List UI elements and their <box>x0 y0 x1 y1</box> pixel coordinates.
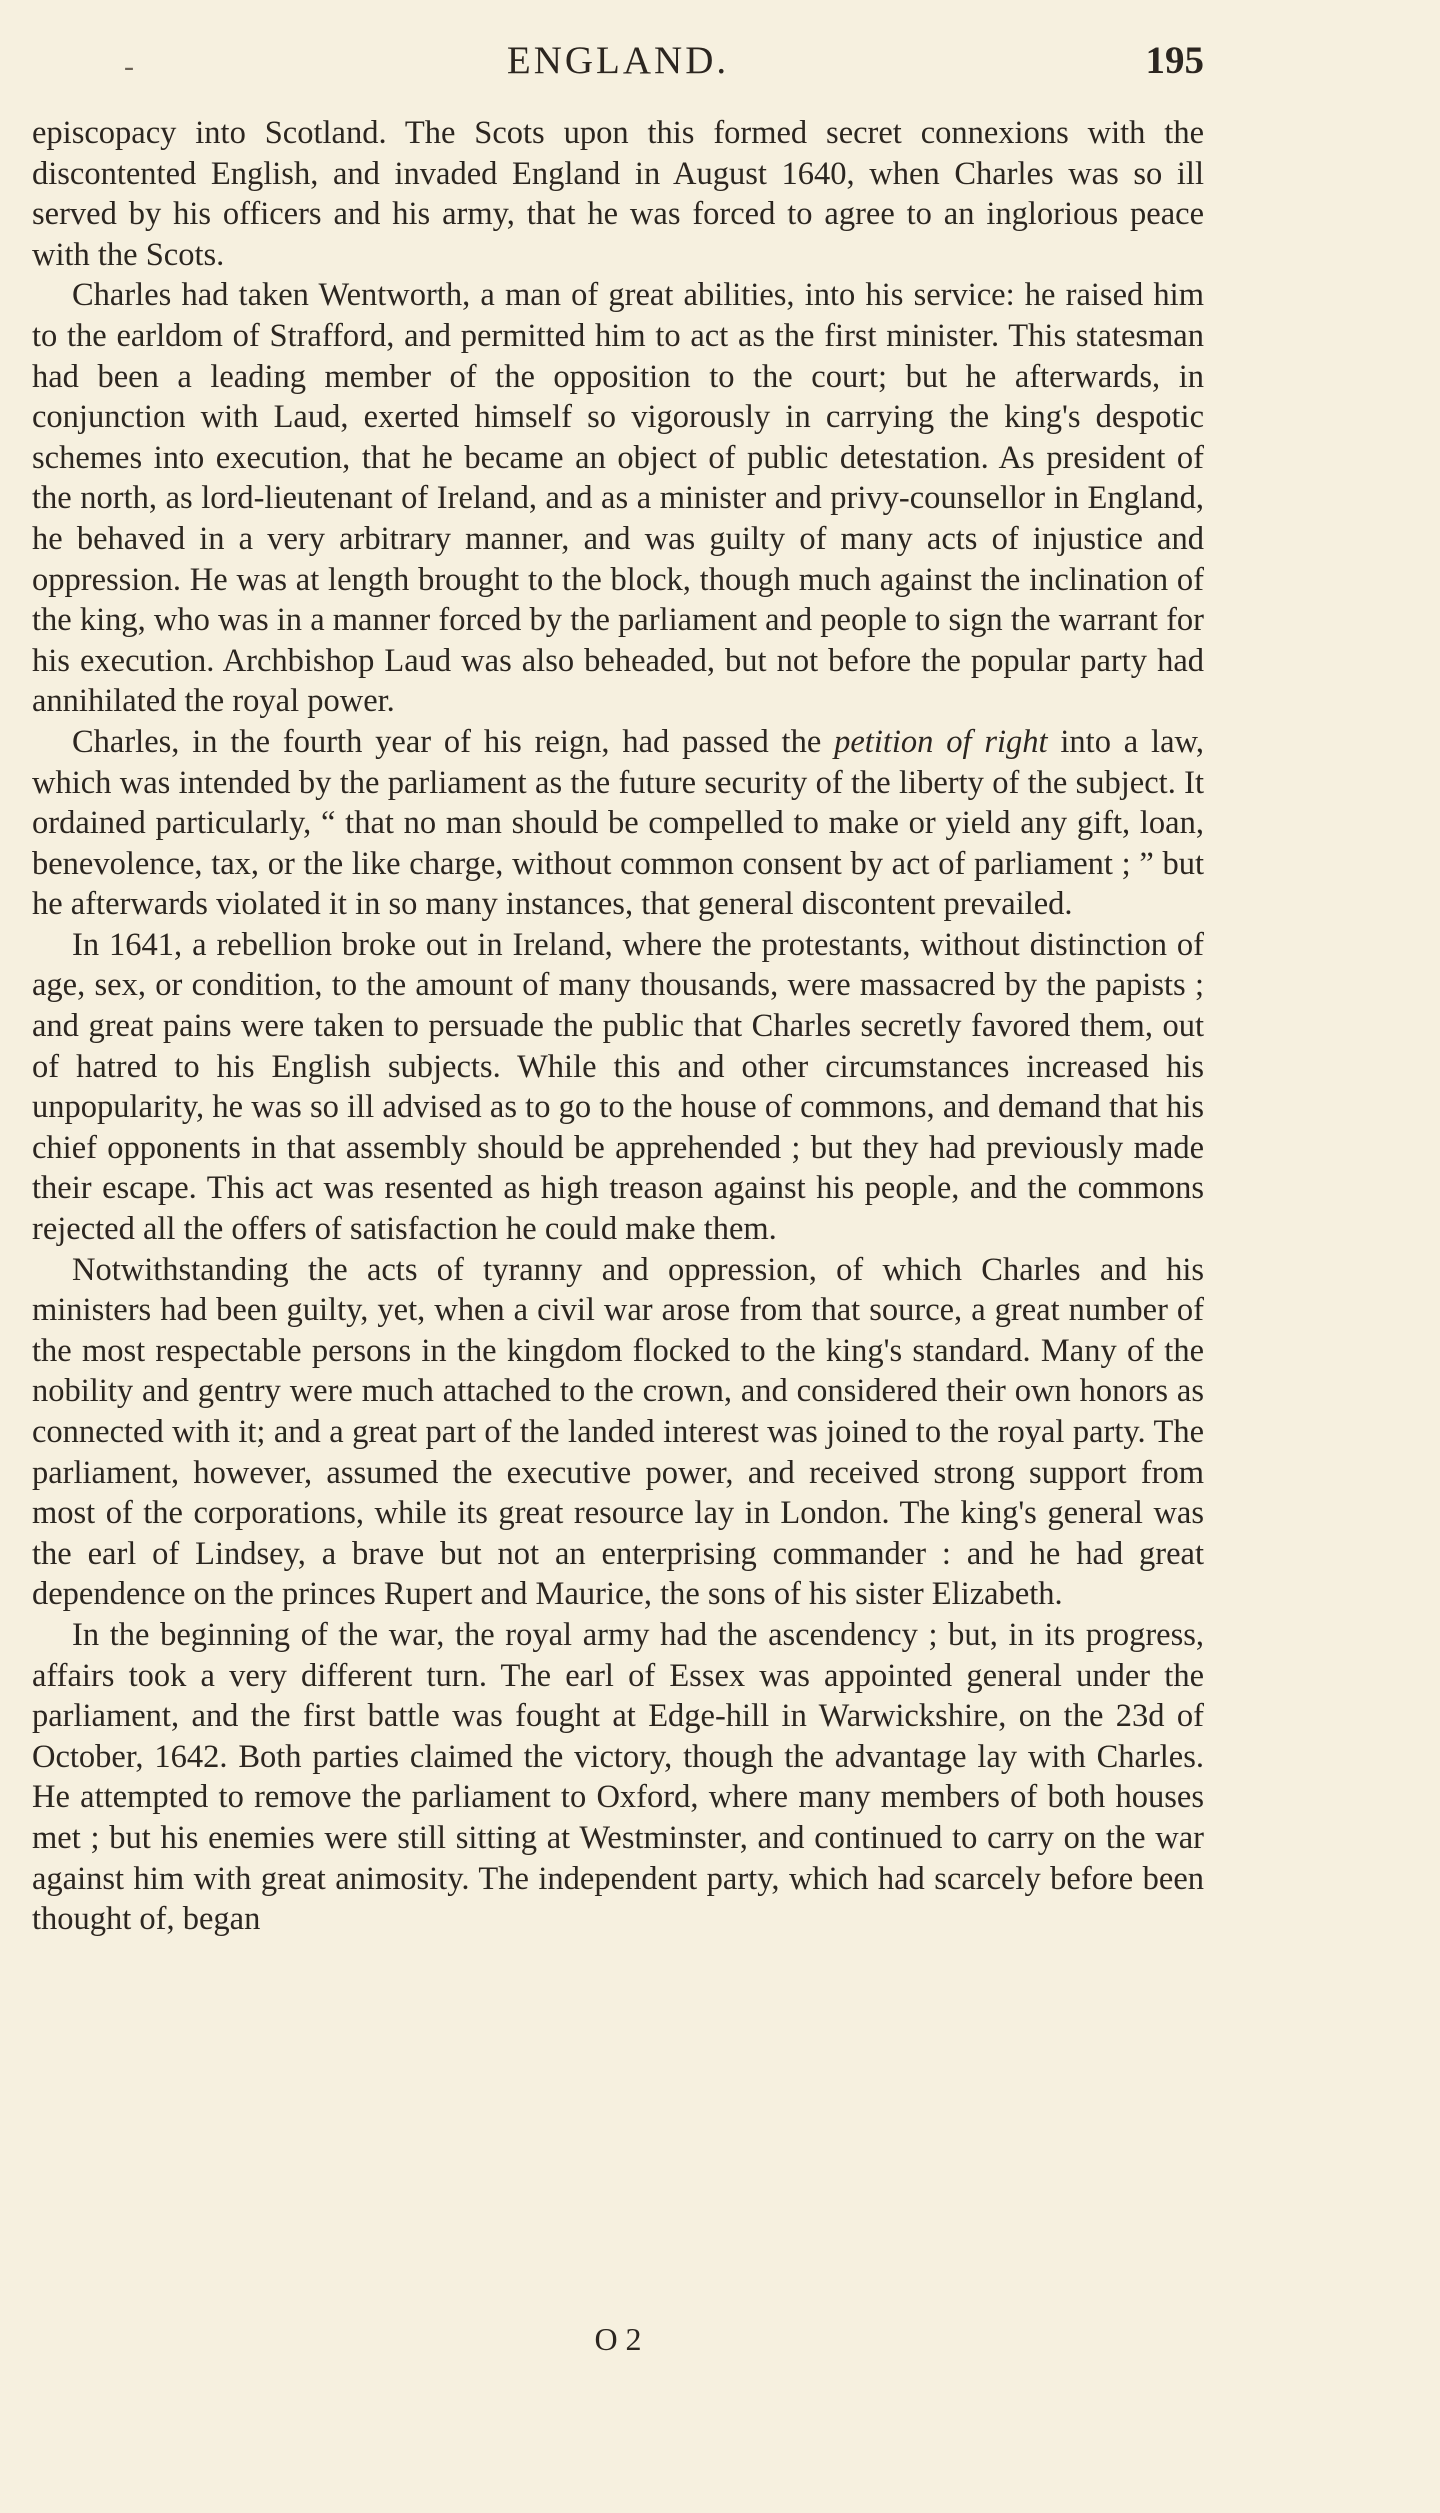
paragraph-text: into a law, which was intended by the parliament as the future security of the liberty of the subject. It ordained particularly, “ that no man should be compelled to make or yield any gift, loan, benevolence, tax, or the like charge, without common consent by act of parliament ; ” but he afterwards violated it in so many instances, that general discontent prevailed. <box>32 723 1204 923</box>
body-text <box>32 113 1204 1940</box>
paragraph-text: Charles, in the fourth year of his reign, had passed the <box>72 723 835 760</box>
running-header <box>32 38 1204 94</box>
paragraph: episcopacy into Scotland. The Scots upon this formed secret connexions with the discontented English, and invaded England in August 1640, when Charles was so ill served by his officers and his army, that he was forced to agree to an inglorious peace with the Scots. <box>32 115 1204 273</box>
header-dash: - <box>124 50 134 83</box>
paragraph <box>32 722 1204 925</box>
signature-mark: O 2 <box>594 2321 642 2357</box>
paragraph: In the beginning of the war, the royal army had the ascendency ; but, in its progress, affairs took a very different turn. The earl of Essex was appointed general under the parliament, and the first battle was fought at Edge-hill in Warwickshire, on the 23d of October, 1642. Both parties claimed the victory, though the advantage lay with Charles. He attempted to remove the parliament to Oxford, where many members of both houses met ; but his enemies were still sitting at Westminster, and continued to carry on the war against him with great animosity. The independent party, which had scarcely before been thought of, began <box>32 1616 1204 1938</box>
paragraph: In 1641, a rebellion broke out in Ireland, where the protestants, without distinction of age, sex, or condition, to the amount of many thousands, were massacred by the papists ; and great pains were taken to persuade the public that Charles secretly favored them, out of hatred to his English subjects. While this and other circumstances increased his unpopularity, he was so ill advised as to go to the house of commons, and demand that his chief opponents in that assembly should be apprehended ; but they had previously made their escape. This act was resented as high treason against his people, and the commons rejected all the offers of satisfaction he could make them. <box>32 926 1204 1248</box>
running-title: ENGLAND. <box>506 39 730 82</box>
emphasized-term: petition of right <box>834 723 1048 760</box>
paragraph: Notwithstanding the acts of tyranny and oppression, of which Charles and his ministers had been guilty, yet, when a civil war arose from that source, a great number of the most respectable persons in the kingdom flocked to the king's standard. Many of the nobility and gentry were much attached to the crown, and considered their own honors as connected with it; and a great part of the landed interest was joined to the royal party. The parliament, however, assumed the executive power, and received strong support from most of the corporations, while its great resource lay in London. The king's general was the earl of Lindsey, a brave but not an enterprising commander : and he had great dependence on the princes Rupert and Maurice, the sons of his sister Elizabeth. <box>32 1251 1204 1613</box>
page-number: 195 <box>1145 39 1204 82</box>
paragraph: Charles had taken Wentworth, a man of great abilities, into his service: he raised him to the earldom of Strafford, and permitted him to act as the first minister. This statesman had been a leading member of the opposition to the court; but he afterwards, in conjunction with Laud, exerted himself so vigorously in carrying the king's despotic schemes into execution, that he became an object of public detestation. As president of the north, as lord-lieutenant of Ireland, and as a minister and privy-counsellor in England, he behaved in a very arbitrary manner, and was guilty of many acts of injustice and oppression. He was at length brought to the block, though much against the inclination of the king, who was in a manner forced by the parliament and people to sign the warrant for his execution. Archbishop Laud was also beheaded, but not before the popular party had annihilated the royal power. <box>32 277 1204 720</box>
